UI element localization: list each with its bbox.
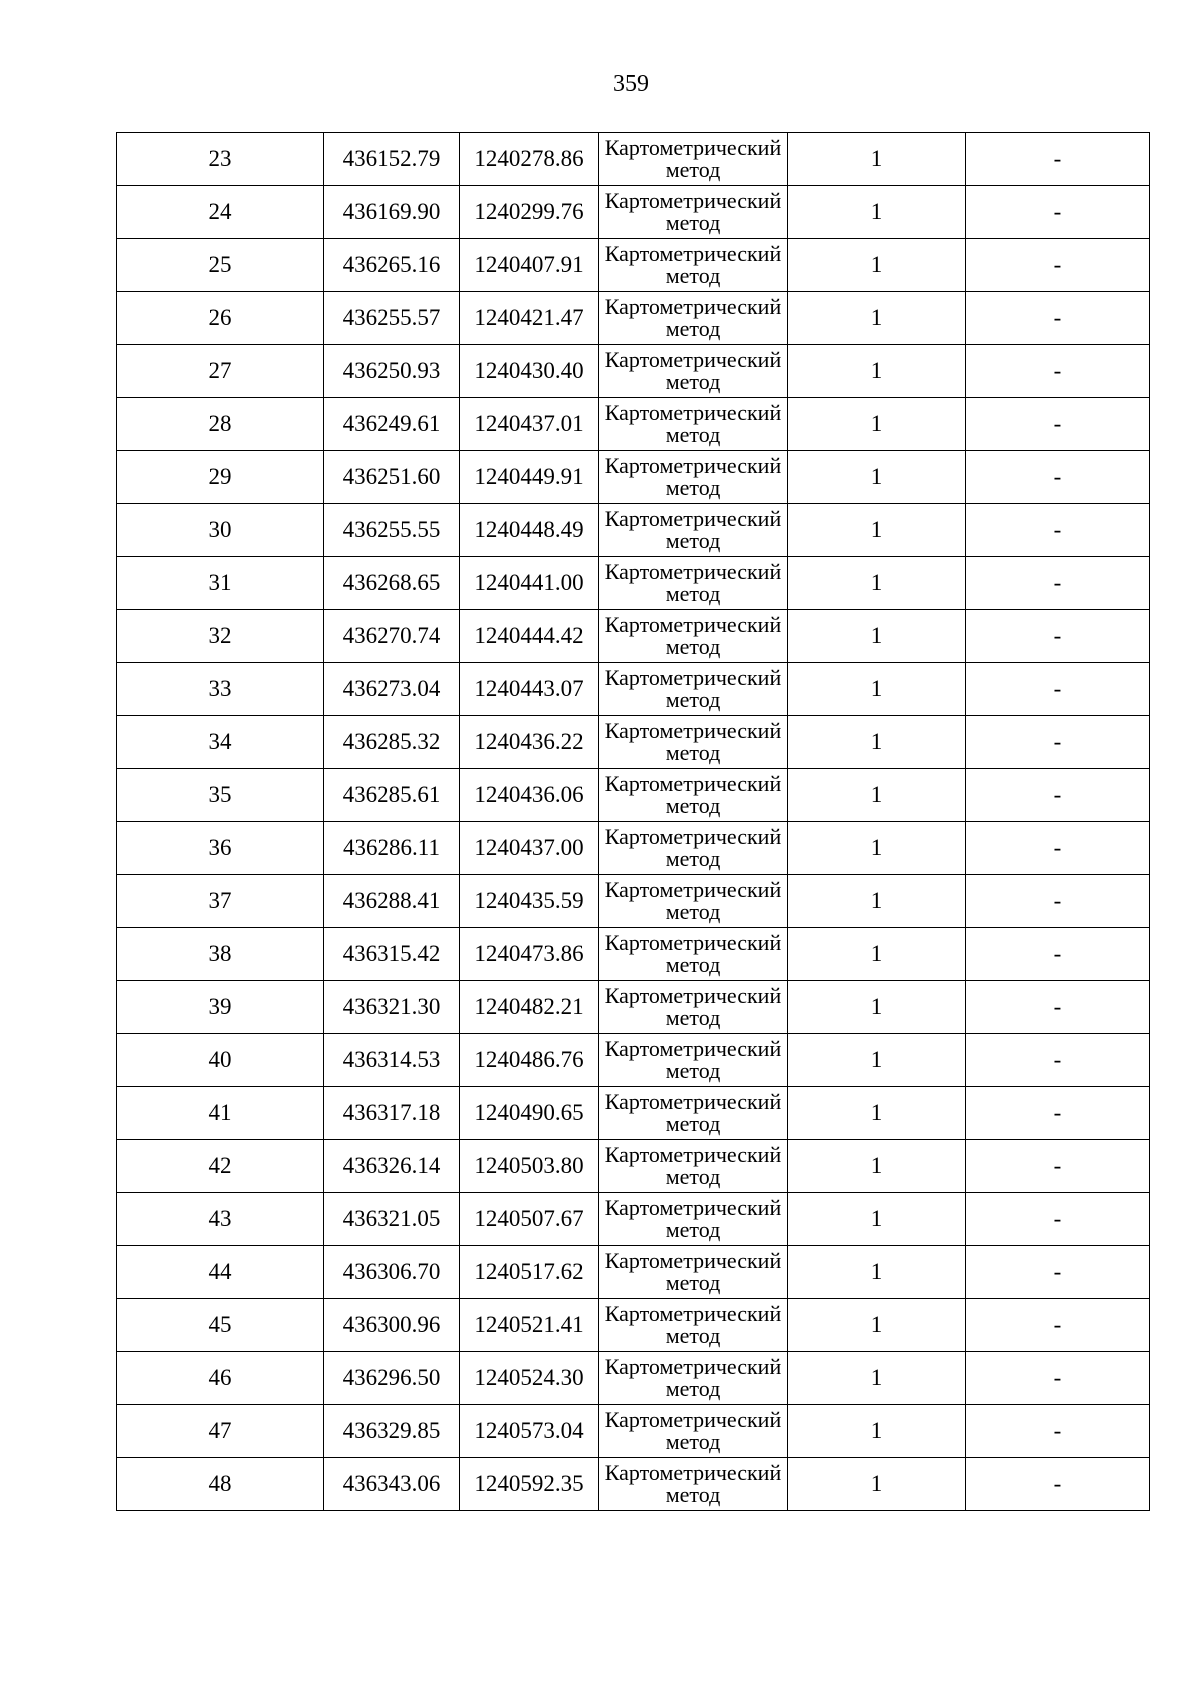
table-row: [117, 1352, 1150, 1405]
point-number-cell: 35: [117, 769, 324, 822]
method-cell: Картометрический метод: [599, 875, 788, 928]
note-cell: -: [966, 981, 1150, 1034]
point-number-cell: 25: [117, 239, 324, 292]
table-row: [117, 504, 1150, 557]
x-coordinate-cell: 436306.70: [324, 1246, 460, 1299]
precision-cell: 1: [788, 663, 966, 716]
x-coordinate-cell: 436321.30: [324, 981, 460, 1034]
x-coordinate-cell: 436317.18: [324, 1087, 460, 1140]
point-number-cell: 37: [117, 875, 324, 928]
page-number: 359: [613, 71, 649, 97]
precision-cell: 1: [788, 1458, 966, 1511]
method-cell: Картометрический метод: [599, 1087, 788, 1140]
table-row: [117, 239, 1150, 292]
precision-cell: 1: [788, 398, 966, 451]
precision-cell: 1: [788, 557, 966, 610]
method-cell: Картометрический метод: [599, 398, 788, 451]
precision-cell: 1: [788, 769, 966, 822]
point-number-cell: 46: [117, 1352, 324, 1405]
precision-cell: 1: [788, 1193, 966, 1246]
precision-cell: 1: [788, 716, 966, 769]
point-number-cell: 26: [117, 292, 324, 345]
note-cell: -: [966, 504, 1150, 557]
y-coordinate-cell: 1240436.06: [460, 769, 599, 822]
point-number-cell: 39: [117, 981, 324, 1034]
note-cell: -: [966, 1087, 1150, 1140]
table-row: [117, 1405, 1150, 1458]
y-coordinate-cell: 1240503.80: [460, 1140, 599, 1193]
note-cell: -: [966, 1352, 1150, 1405]
method-cell: Картометрический метод: [599, 504, 788, 557]
point-number-cell: 40: [117, 1034, 324, 1087]
method-cell: Картометрический метод: [599, 239, 788, 292]
y-coordinate-cell: 1240407.91: [460, 239, 599, 292]
note-cell: -: [966, 822, 1150, 875]
point-number-cell: 28: [117, 398, 324, 451]
y-coordinate-cell: 1240278.86: [460, 133, 599, 186]
precision-cell: 1: [788, 610, 966, 663]
point-number-cell: 24: [117, 186, 324, 239]
note-cell: -: [966, 133, 1150, 186]
precision-cell: 1: [788, 1405, 966, 1458]
precision-cell: 1: [788, 504, 966, 557]
x-coordinate-cell: 436343.06: [324, 1458, 460, 1511]
table-row: [117, 345, 1150, 398]
note-cell: -: [966, 928, 1150, 981]
point-number-cell: 36: [117, 822, 324, 875]
x-coordinate-cell: 436321.05: [324, 1193, 460, 1246]
point-number-cell: 31: [117, 557, 324, 610]
table-row: [117, 610, 1150, 663]
note-cell: -: [966, 1246, 1150, 1299]
y-coordinate-cell: 1240490.65: [460, 1087, 599, 1140]
y-coordinate-cell: 1240448.49: [460, 504, 599, 557]
table-row: [117, 875, 1150, 928]
method-cell: Картометрический метод: [599, 186, 788, 239]
y-coordinate-cell: 1240436.22: [460, 716, 599, 769]
precision-cell: 1: [788, 1299, 966, 1352]
table-row: [117, 1246, 1150, 1299]
precision-cell: 1: [788, 822, 966, 875]
y-coordinate-cell: 1240430.40: [460, 345, 599, 398]
y-coordinate-cell: 1240592.35: [460, 1458, 599, 1511]
x-coordinate-cell: 436169.90: [324, 186, 460, 239]
note-cell: -: [966, 1193, 1150, 1246]
point-number-cell: 44: [117, 1246, 324, 1299]
point-number-cell: 48: [117, 1458, 324, 1511]
y-coordinate-cell: 1240524.30: [460, 1352, 599, 1405]
method-cell: Картометрический метод: [599, 716, 788, 769]
note-cell: -: [966, 716, 1150, 769]
method-cell: Картометрический метод: [599, 1193, 788, 1246]
table-row: [117, 928, 1150, 981]
precision-cell: 1: [788, 1140, 966, 1193]
point-number-cell: 29: [117, 451, 324, 504]
method-cell: Картометрический метод: [599, 981, 788, 1034]
x-coordinate-cell: 436285.32: [324, 716, 460, 769]
note-cell: -: [966, 875, 1150, 928]
y-coordinate-cell: 1240473.86: [460, 928, 599, 981]
note-cell: -: [966, 292, 1150, 345]
x-coordinate-cell: 436326.14: [324, 1140, 460, 1193]
method-cell: Картометрический метод: [599, 1405, 788, 1458]
note-cell: -: [966, 663, 1150, 716]
y-coordinate-cell: 1240299.76: [460, 186, 599, 239]
y-coordinate-cell: 1240421.47: [460, 292, 599, 345]
y-coordinate-cell: 1240443.07: [460, 663, 599, 716]
method-cell: Картометрический метод: [599, 1299, 788, 1352]
table-row: [117, 557, 1150, 610]
x-coordinate-cell: 436315.42: [324, 928, 460, 981]
table-row: [117, 1299, 1150, 1352]
point-number-cell: 38: [117, 928, 324, 981]
note-cell: -: [966, 1405, 1150, 1458]
precision-cell: 1: [788, 1246, 966, 1299]
method-cell: Картометрический метод: [599, 1034, 788, 1087]
point-number-cell: 41: [117, 1087, 324, 1140]
x-coordinate-cell: 436251.60: [324, 451, 460, 504]
method-cell: Картометрический метод: [599, 822, 788, 875]
point-number-cell: 34: [117, 716, 324, 769]
point-number-cell: 42: [117, 1140, 324, 1193]
note-cell: -: [966, 1140, 1150, 1193]
note-cell: -: [966, 186, 1150, 239]
precision-cell: 1: [788, 451, 966, 504]
y-coordinate-cell: 1240521.41: [460, 1299, 599, 1352]
method-cell: Картометрический метод: [599, 769, 788, 822]
x-coordinate-cell: 436255.55: [324, 504, 460, 557]
x-coordinate-cell: 436255.57: [324, 292, 460, 345]
table-row: [117, 663, 1150, 716]
x-coordinate-cell: 436250.93: [324, 345, 460, 398]
coordinates-table: [116, 132, 1150, 1511]
x-coordinate-cell: 436314.53: [324, 1034, 460, 1087]
y-coordinate-cell: 1240437.01: [460, 398, 599, 451]
x-coordinate-cell: 436273.04: [324, 663, 460, 716]
point-number-cell: 32: [117, 610, 324, 663]
table-row: [117, 1193, 1150, 1246]
method-cell: Картометрический метод: [599, 292, 788, 345]
point-number-cell: 27: [117, 345, 324, 398]
y-coordinate-cell: 1240482.21: [460, 981, 599, 1034]
table-row: [117, 186, 1150, 239]
table-row: [117, 1458, 1150, 1511]
y-coordinate-cell: 1240517.62: [460, 1246, 599, 1299]
precision-cell: 1: [788, 875, 966, 928]
method-cell: Картометрический метод: [599, 1458, 788, 1511]
precision-cell: 1: [788, 1034, 966, 1087]
y-coordinate-cell: 1240486.76: [460, 1034, 599, 1087]
table-row: [117, 133, 1150, 186]
y-coordinate-cell: 1240437.00: [460, 822, 599, 875]
table-row: [117, 292, 1150, 345]
table-row: [117, 451, 1150, 504]
x-coordinate-cell: 436270.74: [324, 610, 460, 663]
x-coordinate-cell: 436268.65: [324, 557, 460, 610]
x-coordinate-cell: 436286.11: [324, 822, 460, 875]
method-cell: Картометрический метод: [599, 1140, 788, 1193]
point-number-cell: 23: [117, 133, 324, 186]
table-row: [117, 398, 1150, 451]
method-cell: Картометрический метод: [599, 345, 788, 398]
precision-cell: 1: [788, 292, 966, 345]
note-cell: -: [966, 610, 1150, 663]
y-coordinate-cell: 1240441.00: [460, 557, 599, 610]
note-cell: -: [966, 557, 1150, 610]
y-coordinate-cell: 1240435.59: [460, 875, 599, 928]
precision-cell: 1: [788, 133, 966, 186]
y-coordinate-cell: 1240444.42: [460, 610, 599, 663]
y-coordinate-cell: 1240449.91: [460, 451, 599, 504]
table-row: [117, 981, 1150, 1034]
method-cell: Картометрический метод: [599, 1246, 788, 1299]
method-cell: Картометрический метод: [599, 663, 788, 716]
table-body: [117, 133, 1150, 1511]
method-cell: Картометрический метод: [599, 133, 788, 186]
y-coordinate-cell: 1240573.04: [460, 1405, 599, 1458]
method-cell: Картометрический метод: [599, 451, 788, 504]
point-number-cell: 45: [117, 1299, 324, 1352]
method-cell: Картометрический метод: [599, 557, 788, 610]
table-row: [117, 1034, 1150, 1087]
note-cell: -: [966, 1458, 1150, 1511]
table-row: [117, 769, 1150, 822]
table-row: [117, 1087, 1150, 1140]
method-cell: Картометрический метод: [599, 1352, 788, 1405]
precision-cell: 1: [788, 186, 966, 239]
note-cell: -: [966, 1034, 1150, 1087]
table-row: [117, 822, 1150, 875]
point-number-cell: 47: [117, 1405, 324, 1458]
table-row: [117, 1140, 1150, 1193]
note-cell: -: [966, 398, 1150, 451]
precision-cell: 1: [788, 239, 966, 292]
method-cell: Картометрический метод: [599, 610, 788, 663]
point-number-cell: 30: [117, 504, 324, 557]
x-coordinate-cell: 436300.96: [324, 1299, 460, 1352]
precision-cell: 1: [788, 345, 966, 398]
y-coordinate-cell: 1240507.67: [460, 1193, 599, 1246]
note-cell: -: [966, 1299, 1150, 1352]
point-number-cell: 43: [117, 1193, 324, 1246]
note-cell: -: [966, 345, 1150, 398]
table-row: [117, 716, 1150, 769]
note-cell: -: [966, 769, 1150, 822]
precision-cell: 1: [788, 928, 966, 981]
x-coordinate-cell: 436249.61: [324, 398, 460, 451]
x-coordinate-cell: 436288.41: [324, 875, 460, 928]
x-coordinate-cell: 436285.61: [324, 769, 460, 822]
x-coordinate-cell: 436296.50: [324, 1352, 460, 1405]
x-coordinate-cell: 436265.16: [324, 239, 460, 292]
note-cell: -: [966, 451, 1150, 504]
method-cell: Картометрический метод: [599, 928, 788, 981]
precision-cell: 1: [788, 1087, 966, 1140]
point-number-cell: 33: [117, 663, 324, 716]
precision-cell: 1: [788, 1352, 966, 1405]
precision-cell: 1: [788, 981, 966, 1034]
x-coordinate-cell: 436329.85: [324, 1405, 460, 1458]
note-cell: -: [966, 239, 1150, 292]
x-coordinate-cell: 436152.79: [324, 133, 460, 186]
